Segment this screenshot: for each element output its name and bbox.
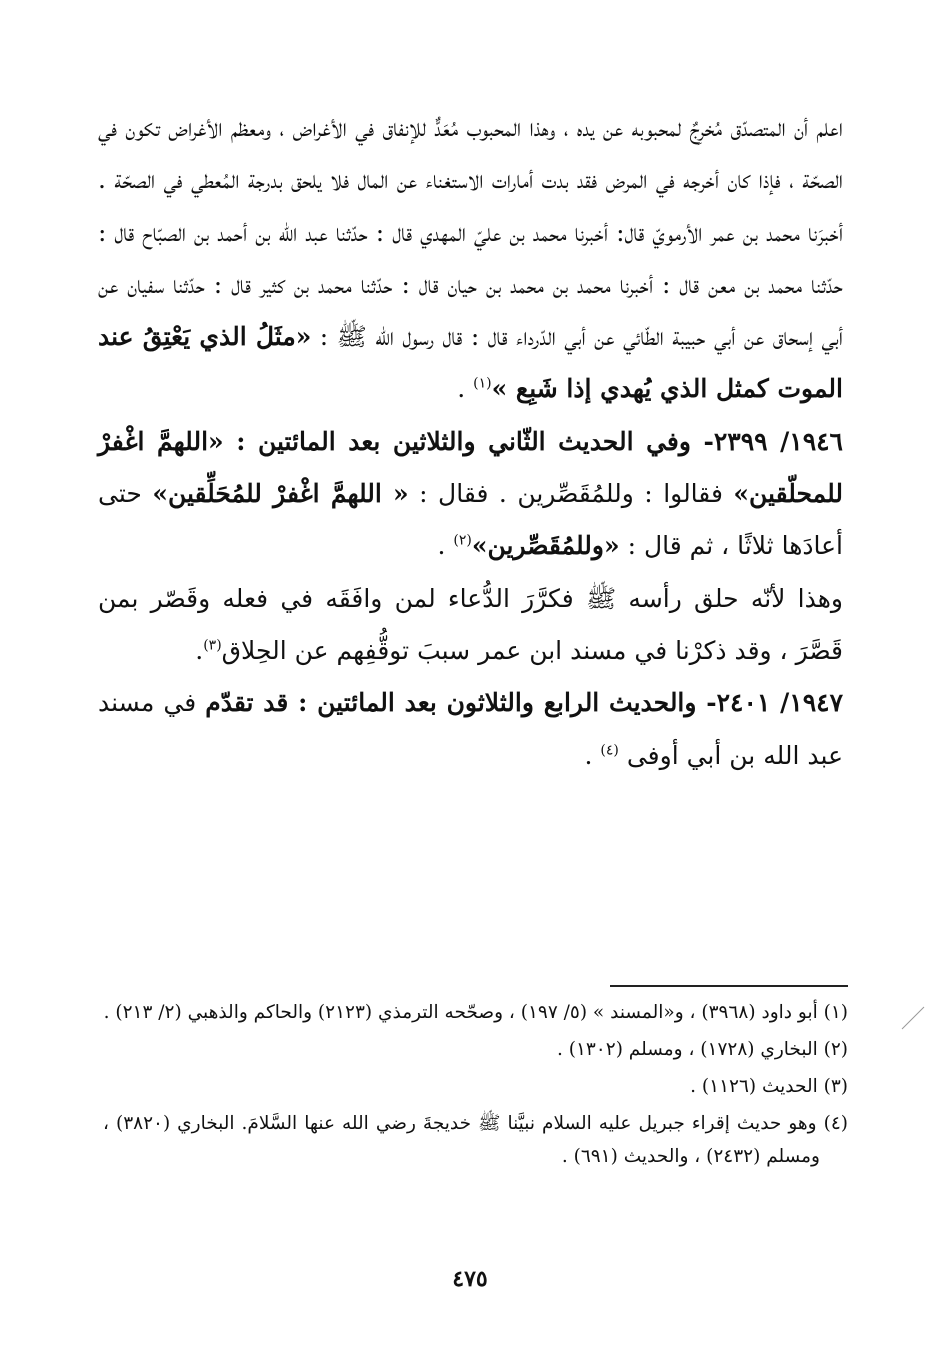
hadith-text: فقالوا : وللمُقَصِّرين . فقال :	[408, 479, 734, 509]
punctuation: .	[437, 531, 454, 561]
footnote-ref-3: (٣)	[203, 637, 222, 654]
paragraph-intro	[98, 102, 843, 416]
hadith-number: ١٩٤٦/ ٢٣٩٩	[713, 426, 843, 456]
footnote-1: (١) أبو داود (٣٩٦٨) ، و«المسند » (٥/ ١٩٧) ، وصحّحه الترمذي (٢١٢٣) والحاكم والذهبي (٢/ ٢١٣) .	[103, 1002, 848, 1023]
punctuation: .	[457, 374, 474, 404]
paragraph-intro-text: اعلم أن المتصدّق مُخرِجٌ لمحبوبه عن يده ، وهذا المحبوب مُعَدٌّ للإنفاق في الأغراض ، ومعظم الأغراض تكون في الصحّة ، فإذا كان أخرجه في المرض فقد بدت أمارات الاستغناء عن المال فلا يلحق بدرجة المُعطي في الصحّة . أخبرَنا محمد بن عمر الأرمويّ قال: أخبرنا محمد بن عليّ المهدي قال : حدّثنا عبد الله بن أحمد بن الصبّاح قال : حدّثنا محمد بن معن قال : أخبرنا محمد بن محمد بن حيان قال : حدّثنا محمد بن كثير قال : حدّثنا سفيان عن أبي إسحاق عن أبي حبيبة الطّائي عن أبي الدّرداء قال : قال رسول الله ﷺ :	[98, 113, 843, 352]
hadith-1947	[98, 677, 843, 782]
hadith-1946	[98, 416, 843, 573]
hadith-number: ١٩٤٧/ ٢٤٠١	[716, 688, 843, 718]
pencil-mark-icon	[898, 1003, 928, 1033]
footnote-ref-2: (٢)	[453, 533, 472, 550]
hadith-quote: «وللمُقَصِّرين»	[471, 531, 620, 561]
paragraph-commentary	[98, 573, 843, 678]
footnote-4: (٤) وهو حديث إقراء جبريل عليه السلام نبيَّنا ﷺ خديجةَ رضي الله عنها السَّلامَ. البخاري (٣٨٢٠) ، ومسلم (٢٤٣٢) ، والحديث (٦٩١) .	[103, 1113, 848, 1167]
footnote-ref-4: (٤)	[600, 742, 619, 759]
main-text	[98, 102, 843, 782]
punctuation: .	[195, 635, 204, 665]
punctuation: .	[584, 740, 601, 770]
hadith-heading: - والحديث الرابع والثلاثون بعد المائتين : قد تقدّم	[205, 688, 717, 718]
hadith-text: حتى أعادَها ثلاثًا ، ثم قال :	[98, 479, 843, 561]
footnote-2: (٢) البخاري (١٧٢٨) ، ومسلم (١٣٠٢) .	[556, 1039, 848, 1060]
hadith-quote: «اللهمَّ اغْفرْ للمحلّقين»	[98, 426, 843, 509]
hadith-text: في مسند عبد الله بن أبي أوفى	[98, 688, 843, 770]
hadith-quote: « اللهمَّ اغْفرْ للمُحَلِّقين»	[152, 479, 409, 509]
footnote-separator	[610, 985, 848, 987]
paragraph-commentary-text: وهذا لأنّه حلق رأسه ﷺ فكرَّرَ الدُّعاء لمن وافَقَه في فعله وقَصّر بمن قَصَّرَ ، وقد ذكرْنا في مسند ابن عمر سببَ توقُّفِهم عن الحِلاق	[98, 583, 843, 665]
footnote-3: (٣) الحديث (١١٢٦) .	[690, 1076, 848, 1097]
page-number: ٤٧٥	[452, 1266, 488, 1292]
footnote-ref-1: (١)	[473, 376, 492, 393]
hadith-quote: «مثَلُ الذي يَعْتِقُ عند الموت كمثل الذي يُهدي إذا شَبِع »	[98, 322, 843, 404]
footnotes	[103, 996, 848, 1173]
hadith-heading: - وفي الحديث الثّاني والثلاثين بعد المائتين :	[223, 426, 714, 456]
